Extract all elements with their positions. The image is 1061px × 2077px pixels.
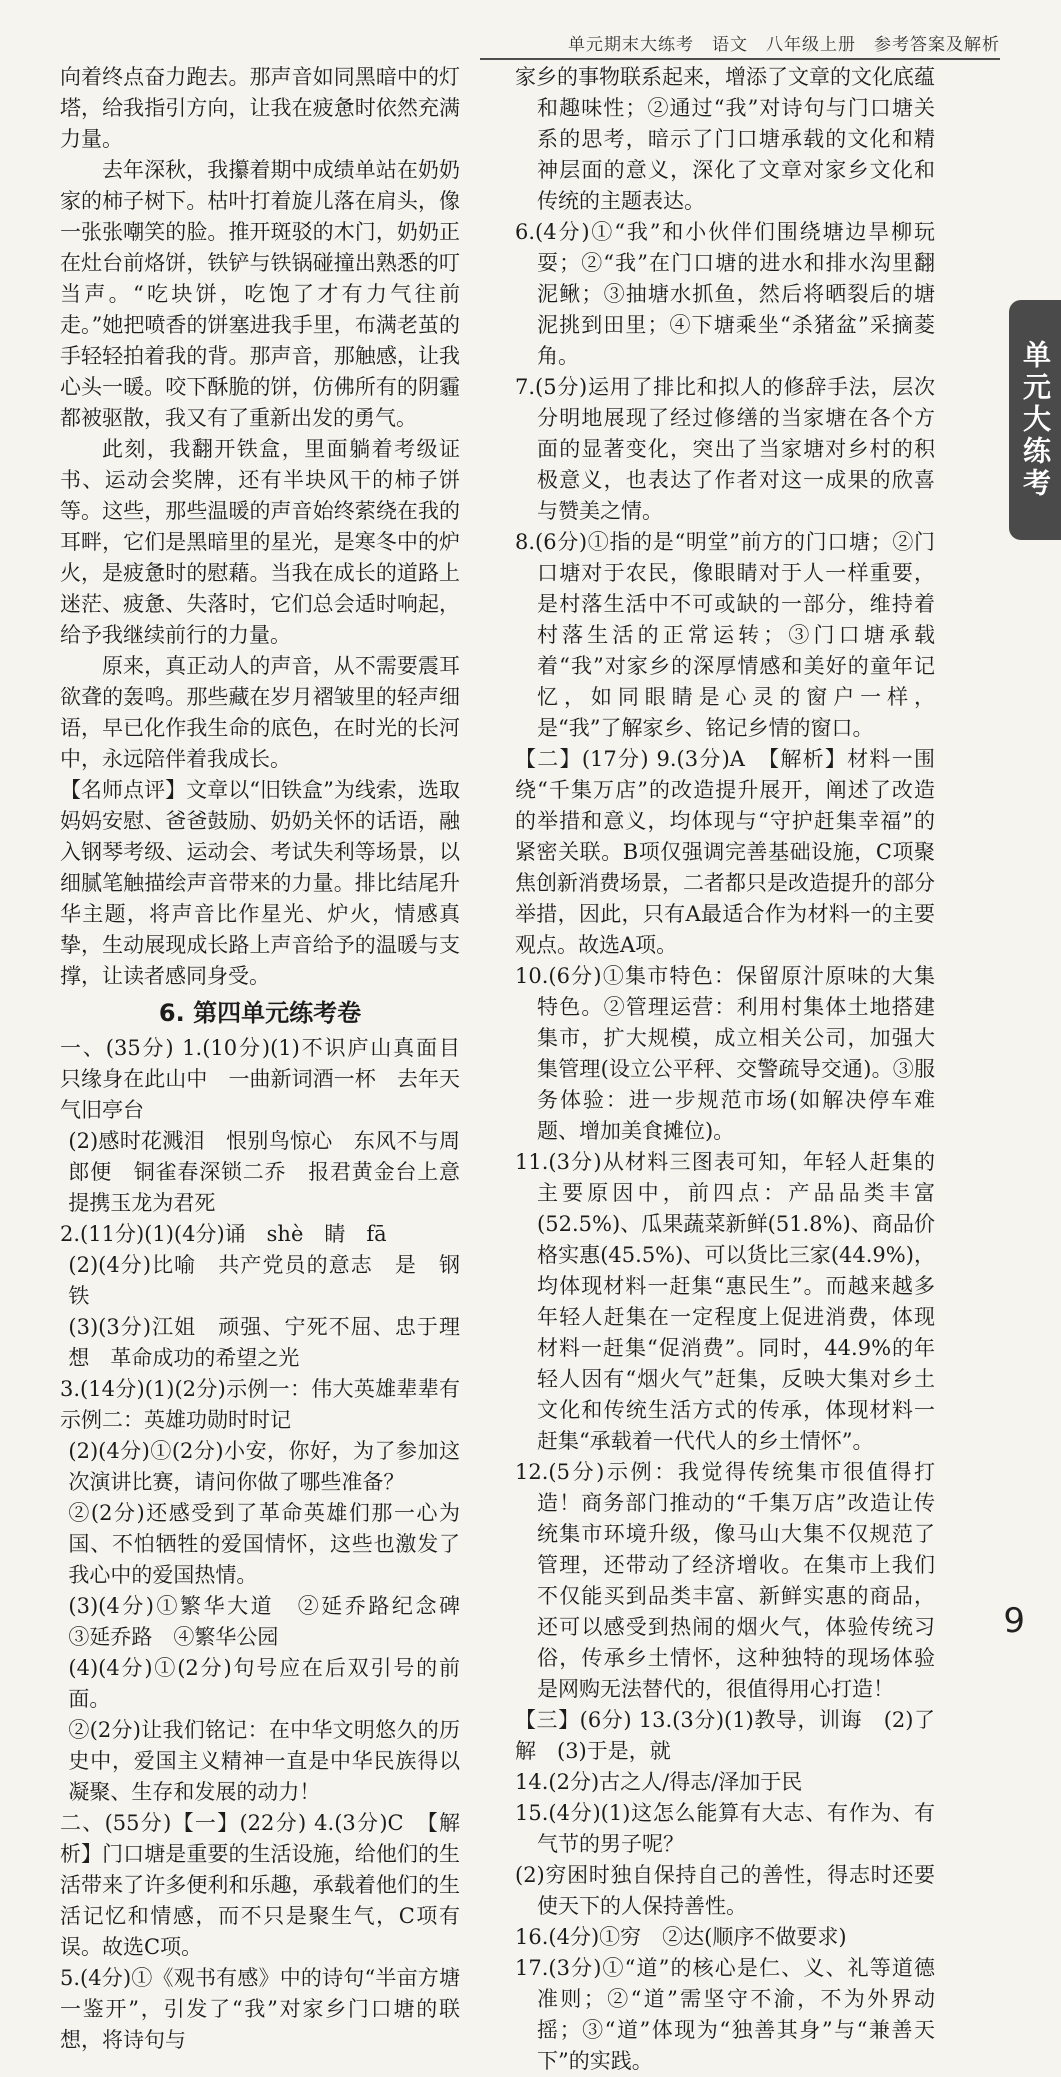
section-title: 6. 第四单元练考卷 [158,999,362,1027]
answer-paragraph: (4)(4分)①(2分)句号应在后双引号的前面。 [68,1656,460,1711]
answer-paragraph: 16.(4分)①穷 ②达(顺序不做要求) [515,1925,847,1949]
left-column [60,62,481,2056]
right-column [515,62,935,2077]
answer-paragraph: (2)感时花溅泪 恨别鸟惊心 东风不与周郎便 铜雀春深锁二乔 报君黄金台上意 提携玉龙为君死 [68,1129,481,1215]
answer-paragraph: 【二】(17分) 9.(3分)A 【解析】材料一围绕“千集万店”的改造提升展开，阐述了改造的举措和意义，均体现与“守护赶集幸福”的紧密关联。B项仅强调完善基础设施，C项聚焦创新消费场景，二者都只是改造提升的部分举措，因此，只有A最适合作为材料一的主要观点。故选A项。 [515,747,935,957]
answer-paragraph: (3)(3分)江姐 顽强、宁死不屈、忠于理想 革命成功的希望之光 [68,1315,460,1370]
answer-paragraph: 【三】(6分) 13.(3分)(1)教导，训诲 (2)了解 (3)于是，就 [515,1708,935,1763]
answer-paragraph: 向着终点奋力跑去。那声音如同黑暗中的灯塔，给我指引方向，让我在疲惫时依然充满力量。 [60,65,460,151]
answer-paragraph: 二、(55分)【一】(22分) 4.(3分)C 【解析】门口塘是重要的生活设施，给他们的生活带来了许多便利和乐趣，承载着他们的生活记忆和情感，而不只是聚生气，C项有误。故选C项。 [60,1811,460,1959]
answer-paragraph: 家乡的事物联系起来，增添了文章的文化底蕴和趣味性；②通过“我”对诗句与门口塘关系的思考，暗示了门口塘承载的文化和精神层面的意义，深化了文章对家乡文化和传统的主题表达。 [515,65,935,213]
answer-paragraph: ②(2分)还感受到了革命英雄们那一心为国、不怕牺牲的爱国情怀，这些也激发了我心中的爱国热情。 [68,1501,460,1587]
answer-paragraph: 7.(5分)运用了排比和拟人的修辞手法，层次分明地展现了经过修缮的当家塘在各个方面的显著变化，突出了当家塘对乡村的积极意义，也表达了作者对这一成果的欣喜与赞美之情。 [515,375,935,523]
page-number: 9 [1003,1601,1025,1641]
answer-paragraph: 5.(4分)①《观书有感》中的诗句“半亩方塘一鉴开”，引发了“我”对家乡门口塘的联想，将诗句与 [60,1966,460,2052]
answer-paragraph: (3)(4分)①繁华大道 ②延乔路纪念碑 ③延乔路 ④繁华公园 [68,1594,481,1649]
answer-paragraph: 一、(35分) 1.(10分)(1)不识庐山真面目 只缘身在此山中 一曲新词酒一杯 去年天气旧亭台 [60,1036,481,1122]
page-header [480,8,1000,60]
answer-paragraph: 此刻，我翻开铁盒，里面躺着考级证书、运动会奖牌，还有半块风干的柿子饼等。这些，那些温暖的声音始终萦绕在我的耳畔，它们是黑暗里的星光，是寒冬中的炉火，是疲惫时的慰藉。当我在成长的道路上迷茫、疲惫、失落时，它们总会适时响起，给予我继续前行的力量。 [60,437,460,647]
answer-paragraph: 12.(5分)示例：我觉得传统集市很值得打造！商务部门推动的“千集万店”改造让传统集市环境升级，像马山大集不仅规范了管理，还带动了经济增收。在集市上我们不仅能买到品类丰富、新鲜实惠的商品，还可以感受到热闹的烟火气，体验传统习俗，传承乡土情怀，这种独特的现场体验是网购无法替代的，很值得用心打造！ [515,1460,935,1701]
answer-paragraph: 11.(3分)从材料三图表可知，年轻人赶集的主要原因中，前四点：产品品类丰富(52.5%)、瓜果蔬菜新鲜(51.8%)、商品价格实惠(45.5%)、可以货比三家(44.9%)，均体现材料一赶集“惠民生”。而越来越多年轻人赶集在一定程度上促进消费，体现材料一赶集“促消费”。同时，44.9%的年轻人因有“烟火气”赶集，反映大集对乡土文化和传统生活方式的传承，体现材料一赶集“承载着一代代人的乡土情怀”。 [515,1150,935,1453]
answer-paragraph: (2)(4分)①(2分)小安，你好，为了参加这次演讲比赛，请问你做了哪些准备？ [68,1439,460,1494]
answer-paragraph: (2)(4分)比喻 共产党员的意志 是 钢铁 [68,1253,460,1308]
answer-paragraph: 8.(6分)①指的是“明堂”前方的门口塘；②门口塘对于农民，像眼睛对于人一样重要，是村落生活中不可或缺的一部分，维持着村落生活的正常运转；③门口塘承载着“我”对家乡的深厚情感和美好的童年记忆，如同眼睛是心灵的窗户一样，是“我”了解家乡、铭记乡情的窗口。 [515,530,935,740]
answer-paragraph: 15.(4分)(1)这怎么能算有大志、有作为、有气节的男子呢？ [515,1801,935,1856]
answer-paragraph: 14.(2分)古之人/得志/泽加于民 [515,1770,803,1794]
answer-paragraph: 2.(11分)(1)(4分)诵 shè 睛 fā [60,1222,387,1246]
answer-paragraph: ②(2分)让我们铭记：在中华文明悠久的历史中，爱国主义精神一直是中华民族得以凝聚、生存和发展的动力！ [68,1718,460,1804]
answer-paragraph: 3.(14分)(1)(2分)示例一：伟大英雄辈辈有 示例二：英雄功勋时时记 [60,1377,481,1432]
answer-paragraph: 17.(3分)①“道”的核心是仁、义、礼等道德准则；②“道”需坚守不渝，不为外界动摇；③“道”体现为“独善其身”与“兼善天下”的实践。 [515,1956,935,2073]
answer-paragraph: (2)穷困时独自保持自己的善性，得志时还要使天下的人保持善性。 [515,1863,935,1918]
answer-paragraph: 6.(4分)①“我”和小伙伴们围绕塘边旱柳玩耍；②“我”在门口塘的进水和排水沟里翻泥鳅；③抽塘水抓鱼，然后将晒裂后的塘泥挑到田里；④下塘乘坐“杀猪盆”采摘菱角。 [515,220,935,368]
answer-paragraph: 去年深秋，我攥着期中成绩单站在奶奶家的柿子树下。枯叶打着旋儿落在肩头，像一张张嘲笑的脸。推开斑驳的木门，奶奶正在灶台前烙饼，铁铲与铁锅碰撞出熟悉的叮当声。“吃块饼，吃饱了才有力气往前走。”她把喷香的饼塞进我手里，布满老茧的手轻轻拍着我的背。那声音，那触感，让我心头一暖。咬下酥脆的饼，仿佛所有的阴霾都被驱散，我又有了重新出发的勇气。 [60,158,460,430]
answer-paragraph: 10.(6分)①集市特色：保留原汁原味的大集特色。②管理运营：利用村集体土地搭建集市，扩大规模，成立相关公司，加强大集管理(设立公平秤、交警疏导交通)。③服务体验：进一步规范市场(如解决停车难题、增加美食摊位)。 [515,964,935,1143]
header-title: 单元期末大练考 语文 八年级上册 参考答案及解析 [568,35,1000,55]
answer-paragraph: 原来，真正动人的声音，从不需要震耳欲聋的轰鸣。那些藏在岁月褶皱里的轻声细语，早已化作我生命的底色，在时光的长河中，永远陪伴着我成长。 [60,654,460,771]
side-tab [1009,300,1061,540]
side-tab-label: 单元大练考 [1019,340,1052,500]
answer-paragraph: 【名师点评】文章以“旧铁盒”为线索，选取妈妈安慰、爸爸鼓励、奶奶关怀的话语，融入钢琴考级、运动会、考试失利等场景，以细腻笔触描绘声音带来的力量。排比结尾升华主题，将声音比作星光、炉火，情感真挚，生动展现成长路上声音给予的温暖与支撑，让读者感同身受。 [60,778,460,988]
